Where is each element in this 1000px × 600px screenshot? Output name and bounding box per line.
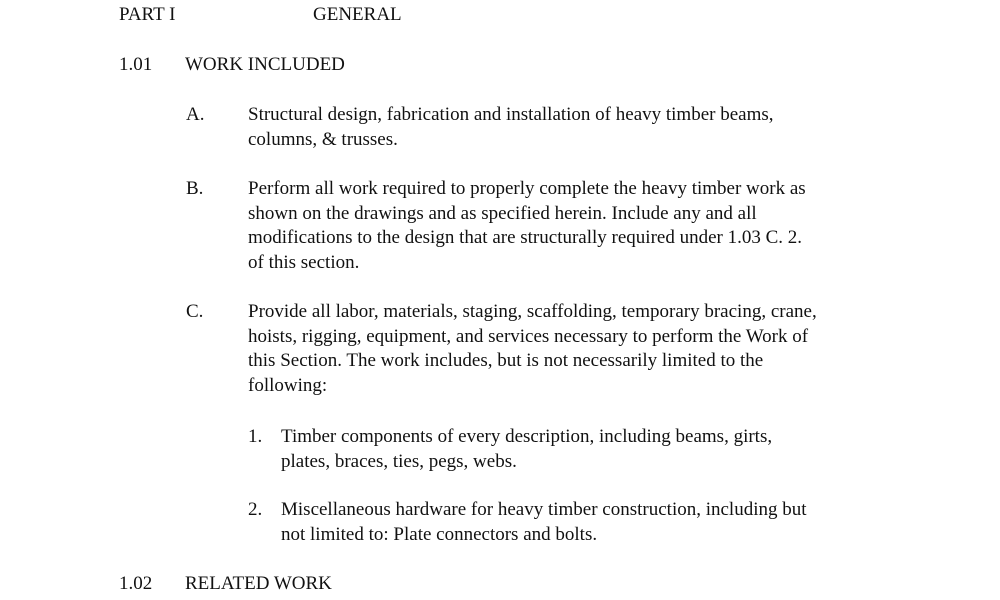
paragraph-line: this Section. The work includes, but is not necessarily limited to the — [248, 350, 764, 371]
item-letter: B. — [186, 178, 204, 199]
paragraph-line: shown on the drawings and as specified herein. Include any and all — [248, 202, 757, 224]
paragraph-line: plates, braces, ties, pegs, webs. — [281, 450, 517, 472]
part-number: PART I — [119, 4, 176, 25]
paragraph-line: not limited to: Plate connectors and bolts. — [281, 523, 598, 545]
paragraph-line: following: — [248, 374, 328, 396]
paragraph-line: Provide all labor, materials, staging, scaffolding, temporary bracing, crane, — [248, 301, 817, 322]
section-number: 1.01 — [119, 54, 153, 75]
paragraph-line: of this section. — [248, 251, 360, 273]
item-paragraph — [248, 177, 908, 275]
paragraph-line: hoists, rigging, equipment, and services necessary to perform the Work of — [248, 325, 809, 347]
item-paragraph — [248, 300, 908, 398]
subitem-paragraph — [281, 498, 901, 547]
paragraph-line: Timber components of every description, including beams, girts, — [281, 426, 773, 447]
item-letter: C. — [186, 301, 204, 322]
paragraph-line: modifications to the design that are structurally required under 1.03 C. 2. — [248, 227, 803, 248]
paragraph-line: Structural design, fabrication and installation of heavy timber beams, — [248, 104, 774, 125]
subitem-paragraph — [281, 425, 901, 474]
subitem-number: 2. — [248, 499, 263, 520]
subitem-number: 1. — [248, 426, 263, 447]
paragraph-line: Perform all work required to properly complete the heavy timber work as — [248, 178, 806, 199]
paragraph-line: columns, & trusses. — [248, 128, 398, 150]
part-title: GENERAL — [313, 4, 402, 25]
section-number: 1.02 — [119, 573, 153, 594]
paragraph-line: Miscellaneous hardware for heavy timber construction, including but — [281, 499, 807, 520]
section-title: RELATED WORK — [185, 573, 332, 594]
item-paragraph — [248, 103, 908, 152]
section-title: WORK INCLUDED — [185, 54, 345, 75]
item-letter: A. — [186, 104, 205, 125]
